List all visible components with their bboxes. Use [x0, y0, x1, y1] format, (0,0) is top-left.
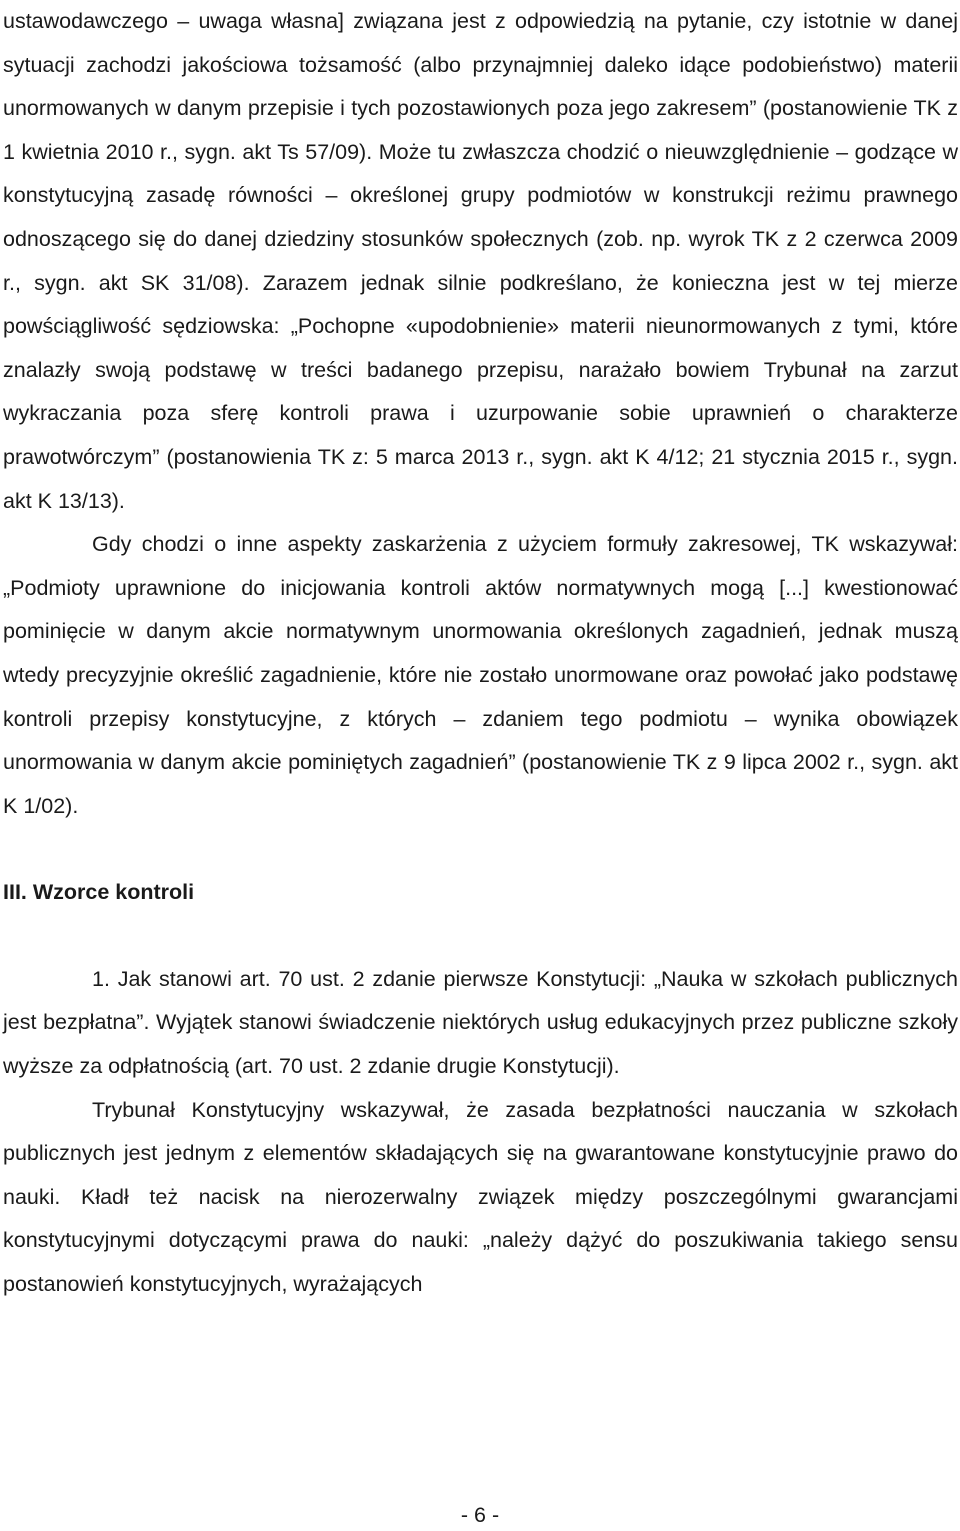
list-item-paragraph: 1. Jak stanowi art. 70 ust. 2 zdanie pierwsze Konstytucji: „Nauka w szkołach publicznych jest bezpłatna”. Wyjątek stanowi świadczenie niektórych usług edukacyjnych przez publiczne szkoły wyższe za odpłatnością (art. 70 ust. 2 zdanie drugie Konstytucji). [3, 966, 958, 1079]
paragraph-formula-zakresowa: Gdy chodzi o inne aspekty zaskarżenia z użyciem formuły zakresowej, TK wskazywał: „Podmioty uprawnione do inicjowania kontroli aktów normatywnych mogą [...] kwestionować pominięcie w danym akcie normatywnym unormowania określonych zagadnień, jednak muszą wtedy precyzyjnie określić zagadnienie, które nie zostało unormowane oraz powołać jako podstawę kontroli przepisy konstytucyjne, z których – zdaniem tego podmiotu – wynika obowiązek unormowania w danym akcie pominiętych zagadnień” (postanowienie TK z 9 lipca 2002 r., sygn. akt K 1/02). [3, 532, 958, 818]
paragraph-continuation: ustawodawczego – uwaga własna] związana jest z odpowiedzią na pytanie, czy istotnie w danej sytuacji zachodzi jakościowa tożsamość (albo przynajmniej daleko idące podobieństwo) materii unormowanych w danym przepisie i tych pozostawionych poza jego zakresem” (postanowienie TK z 1 kwietnia 2010 r., sygn. akt Ts 57/09). Może tu zwłaszcza chodzić o nieuwzględnienie – godzące w konstytucyjną zasadę równości – określonej grupy podmiotów w konstrukcji reżimu prawnego odnoszącego się do danej dziedziny stosunków społecznych (zob. np. wyrok TK z 2 czerwca 2009 r., sygn. akt SK 31/08). Zarazem jednak silnie podkreślano, że konieczna jest w tej mierze powściągliwość sędziowska: „Pochopne «upodobnienie» materii nieunormowanych z tymi, które znalazły swoją podstawę w treści badanego przepisu, narażało bowiem Trybunał na zarzut wykraczania poza sferę kontroli prawa i uzurpowanie sobie uprawnień o charakterze prawotwórczym” (postanowienia TK z: 5 marca 2013 r., sygn. akt K 4/12; 21 stycznia 2015 r., sygn. akt K 13/13). [3, 9, 958, 513]
list-item-wrapper [3, 958, 958, 1089]
section-heading-wrapper [3, 871, 958, 915]
paragraph-trybunal: Trybunał Konstytucyjny wskazywał, że zasada bezpłatności nauczania w szkołach publicznych jest jednym z elementów składających się na gwarantowane konstytucyjnie prawo do nauki. Kładł też nacisk na nierozerwalny związek między poszczególnymi gwarancjami konstytucyjnymi dotyczącymi prawa do nauki: „należy dążyć do poszukiwania takiego sensu postanowień konstytucyjnych, wyrażających [3, 1097, 958, 1297]
document-page [3, 0, 958, 1307]
section-heading: III. Wzorce kontroli [3, 880, 195, 905]
page-number: - 6 - [460, 1503, 500, 1527]
